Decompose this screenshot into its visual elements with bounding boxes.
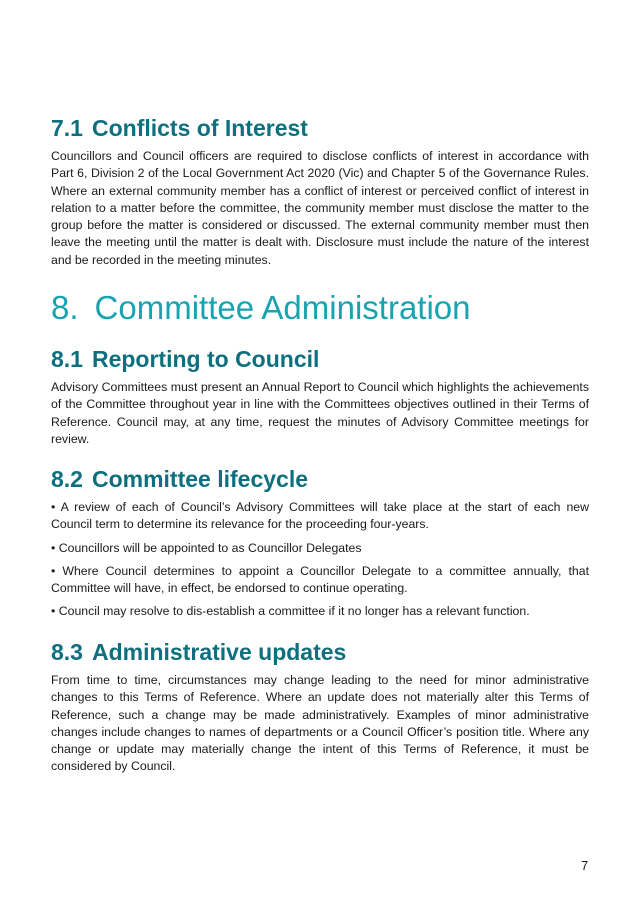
chapter-8 [51, 288, 589, 328]
section-number: 8.2 [51, 466, 83, 492]
section-heading [51, 345, 589, 373]
bullet-list [51, 499, 589, 621]
section-paragraph: Advisory Committees must present an Annual Report to Council which highlights the achievements of the Committee throughout year in line with the Committees objectives outlined in their Terms of Reference. Council may, at any time, request the minutes of Advisory Committee meetings for review. [51, 380, 589, 446]
section-paragraph: From time to time, circumstances may change leading to the need for minor administrative changes to this Terms of Reference. Where an update does not materially alter this Terms of Reference, such a change may be made administratively. Examples of minor administrative changes include changes to names of departments or a Council Officer’s position title. Where any change or update may materially change the intent of this Terms of Reference, it must be considered by Council. [51, 673, 589, 774]
bullet-item: • Council may resolve to dis-establish a committee if it no longer has a relevant function. [51, 604, 530, 619]
section-title: Administrative updates [91, 639, 347, 665]
section-title: Reporting to Council [91, 346, 320, 372]
section-title: Conflicts of Interest [91, 115, 308, 141]
section-number: 8.1 [51, 346, 83, 372]
section-8-3 [51, 638, 589, 776]
chapter-heading [51, 288, 589, 328]
bullet-item: • A review of each of Council’s Advisory Committees will take place at the start of each new Council term to determine its relevance for the proceeding four-years. [51, 500, 589, 532]
bullet-item: • Councillors will be appointed to as Councillor Delegates [51, 540, 362, 555]
chapter-title: Committee Administration [94, 289, 471, 326]
section-8-2 [51, 465, 589, 627]
chapter-number: 8. [51, 289, 79, 326]
section-8-1 [51, 345, 589, 448]
section-heading [51, 114, 589, 142]
section-paragraph: Councillors and Council officers are required to disclose conflicts of interest in accordance with Part 6, Division 2 of the Local Government Act 2020 (Vic) and Chapter 5 of the Governance Rules. Where an external community member has a conflict of interest or perceived conflict of interest in relation to a matter before the committee, the community member must disclose the matter to the group before the matter is considered or discussed. The external community member must then leave the meeting until the matter is dealt with. Disclosure must include the nature of the interest and be recorded in the meeting minutes. [51, 149, 589, 267]
section-heading [51, 638, 589, 666]
section-7-1 [51, 114, 589, 269]
section-number: 8.3 [51, 639, 83, 665]
section-heading [51, 465, 589, 493]
section-number: 7.1 [51, 115, 83, 141]
page-number: 7 [581, 858, 589, 873]
section-title: Committee lifecycle [91, 466, 309, 492]
bullet-item: • Where Council determines to appoint a Councillor Delegate to a committee annually, that Committee will have, in effect, be endorsed to continue operating. [51, 563, 589, 596]
